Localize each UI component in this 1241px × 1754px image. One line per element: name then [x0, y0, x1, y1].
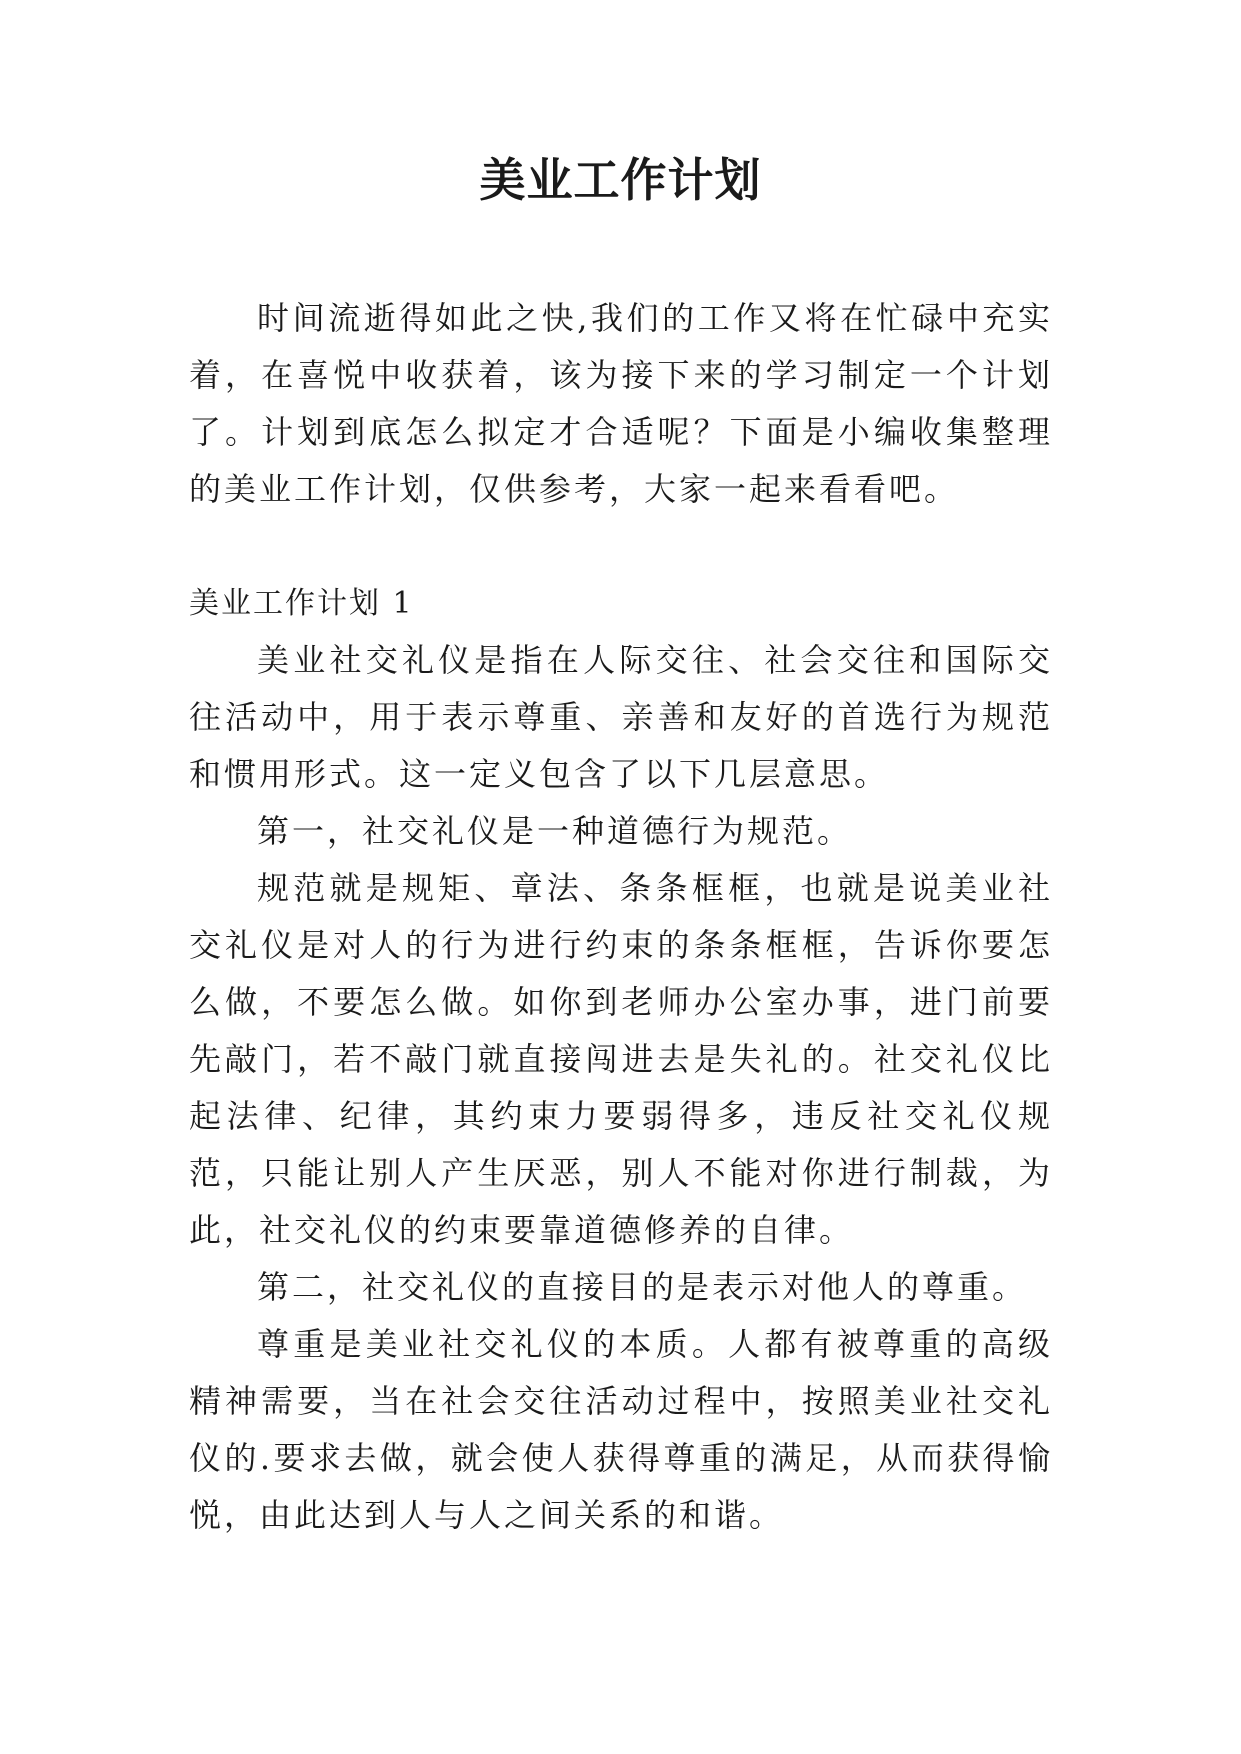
intro-paragraph: 时间流逝得如此之快,我们的工作又将在忙碌中充实着，在喜悦中收获着，该为接下来的学习制定一个计划了。计划到底怎么拟定才合适呢？下面是小编收集整理的美业工作计划，仅供参考，大家一起来看看吧。 [189, 299, 1053, 508]
document-body [189, 290, 1053, 1544]
body-paragraph: 美业社交礼仪是指在人际交往、社会交往和国际交往活动中，用于表示尊重、亲善和友好的首选行为规范和惯用形式。这一定义包含了以下几层意思。 [189, 641, 1053, 793]
body-paragraph: 尊重是美业社交礼仪的本质。人都有被尊重的高级精神需要，当在社会交往活动过程中，按照美业社交礼仪的.要求去做，就会使人获得尊重的满足，从而获得愉悦，由此达到人与人之间关系的和谐。 [189, 1325, 1053, 1534]
section-heading: 美业工作计划 1 [189, 586, 414, 621]
body-paragraph: 规范就是规矩、章法、条条框框，也就是说美业社交礼仪是对人的行为进行约束的条条框框，告诉你要怎么做，不要怎么做。如你到老师办公室办事，进门前要先敲门，若不敲门就直接闯进去是失礼的。社交礼仪比起法律、纪律，其约束力要弱得多，违反社交礼仪规范，只能让别人产生厌恶，别人不能对你进行制裁，为此，社交礼仪的约束要靠道德修养的自律。 [189, 869, 1053, 1249]
body-paragraph: 第二，社交礼仪的直接目的是表示对他人的尊重。 [257, 1268, 1028, 1306]
body-paragraph: 第一，社交礼仪是一种道德行为规范。 [257, 812, 853, 850]
document-title: 美业工作计划 [479, 153, 762, 207]
